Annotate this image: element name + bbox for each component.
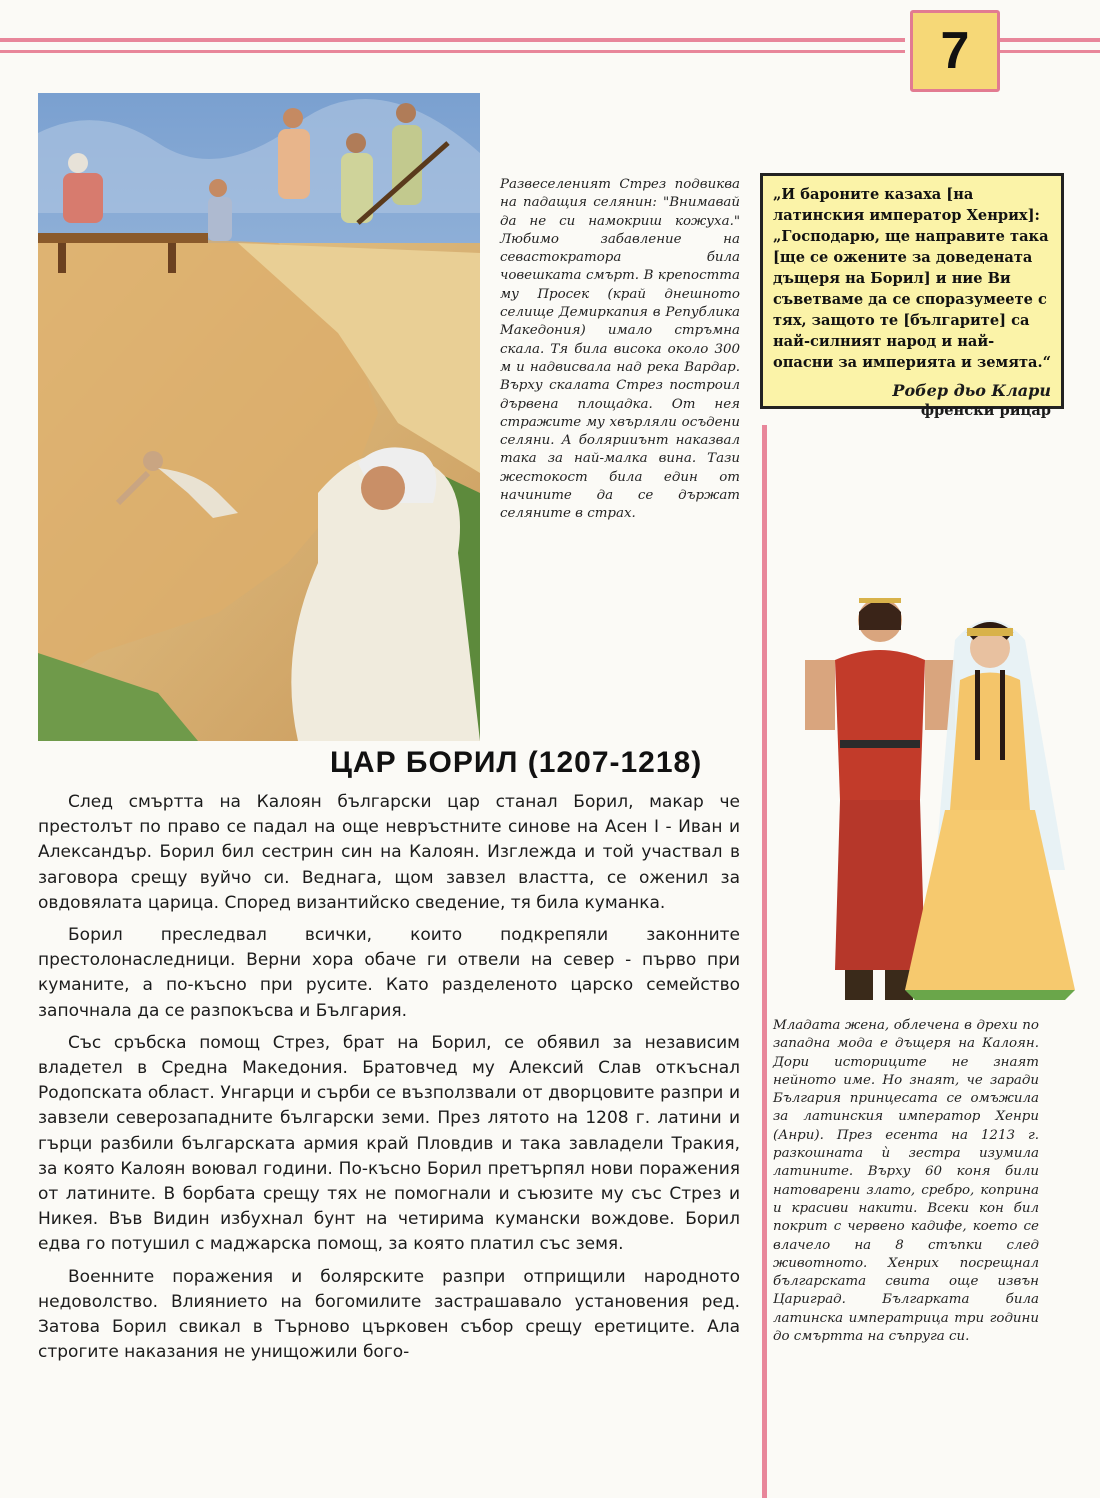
quote-role: френски рицар (920, 402, 1051, 419)
section-heading: ЦАР БОРИЛ (1207-1218) (330, 746, 703, 779)
paragraph-3: Със сръбска помощ Стрез, брат на Борил, се обявил за независим владетел в Средна Македония. Братовчед му Алексий Слав откъснал Родопската област. Унгарци и сърби се възползвали от дворцовите разпри и завзели северозападните български земи. През лятото на 1208 г. латини и гърци разбили българската армия край Пловдив и така завладели Тракия, за която Калоян воювал години. По-късно Борил претърпял нови поражения от латините. В борбата срещу тях не помогнали и съюзите му със Стрез и Никея. Във Видин избухнал бунт на четирима кумански вождове. Борил едва го потушил с маджарска помощ, за която платил със земя. (38, 1032, 740, 1255)
paragraph-1: След смъртта на Калоян български цар станал Борил, макар че престолът по право се падал на още невръстните синове на Асен I - Иван и Александър. Борил бил сестрин син на Калоян. Изглежда и той участвал в заговора срещу вуйчо си. Веднага, щом завзел властта, се оженил за овдовялата царица. Според византийско сведение, тя била куманка. (38, 792, 740, 913)
page-number-box (910, 10, 1000, 92)
cliff-execution-illustration (38, 93, 480, 741)
quote-box (760, 173, 1064, 419)
top-rule-right (998, 38, 1100, 42)
top-rule-secondary (0, 50, 905, 53)
page-number: 7 (940, 22, 970, 80)
paragraph-4: Военните поражения и болярските разпри отприщили народното недоволство. Влиянието на богомилите застрашавало установения ред. Затова Борил свикал в Търново църковен събор срещу еретиците. Ала строгите наказания не унищожили бого- (38, 1266, 740, 1363)
top-rule (0, 38, 905, 42)
quote-author: Робер дьо Клари (892, 381, 1051, 400)
main-article (38, 790, 740, 1372)
paragraph-2: Борил преследвал всички, които подкрепяли законните престолонаследници. Верни хора обаче ги отвели на север - първо при куманите, а по-късно при русите. Като разделеното царско семейство започнала да се разпокъсва и България. (38, 925, 740, 1021)
royal-couple-illustration (775, 570, 1090, 1010)
quote-text: „И бароните казаха [на латинския император Хенрих]: „Господарю, ще направите така [ще се ожените за доведената дъщеря на Борил] и ние Ви съветваме да се споразумеете с тях, защото те [българите] са най-силният народ и най-опасни за империята и земята.“ (773, 186, 1051, 371)
top-rule-right-secondary (998, 50, 1100, 53)
top-caption: Развеселеният Стрез подвиква на падащия селянин: "Внимавай да не си намокриш кожуха." Любимо забавление на севастократора била човешката смърт. В крепостта му Просек (край днешното селище Демиркапия в Република Македония) имало стръмна скала. Тя била висока около 300 м и надвисвала над река Вардар. Върху скалата Стрез построил дървена площадка. От нея стражите му хвърляли осъдени селяни. А болярииънт наказвал така за най-малка вина. Тази жестокост била един от начините да се държат селяните в страх. (500, 177, 740, 522)
column-divider (762, 425, 767, 1498)
right-caption: Младата жена, облечена в дрехи по западна мода е дъщеря на Калоян. Дори историците не знаят нейното име. Но знаят, че заради България принцесата се омъжила за латинския император Хенри (Анри). През есента на 1213 г. разкошната ѝ зестра изумила латините. Върху 60 коня били натоварени злато, сребро, коприна и красиви накити. Всеки кон бил покрит с червено кадифе, което се влачело на 8 стъпки след животното. Хенрих посрещнал българската свита още извън Цариград. Българката била латинска императрица три години до смъртта на съпруга си. (773, 1018, 1039, 1345)
